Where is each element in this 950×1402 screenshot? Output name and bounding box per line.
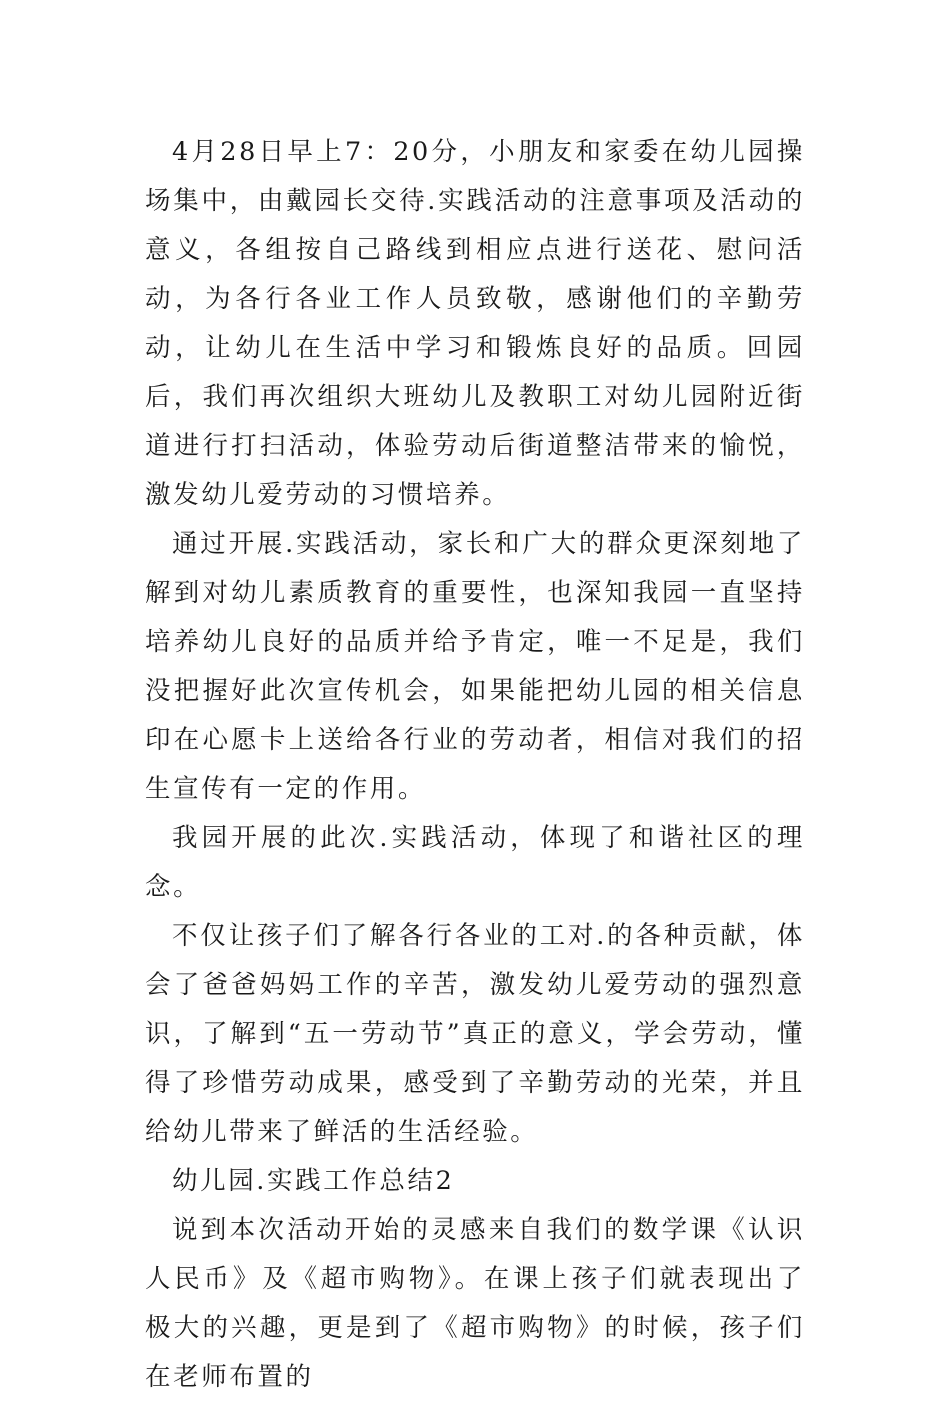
paragraph-community-concept: 我园开展的此次.实践活动，体现了和谐社区的理念。	[145, 823, 805, 902]
paragraph-activity-process: 4月28日早上7：20分，小朋友和家委在幼儿园操场集中，由戴园长交待.实践活动的注意事项及活动的意义，各组按自己路线到相应点进行送花、慰问活动，为各行各业工作人员致敬，感谢他们的辛勤劳动，让幼儿在生活中学习和锻炼良好的品质。回园后，我们再次组织大班幼儿及教职工对幼儿园附近街道进行打扫活动，体验劳动后街道整洁带来的愉悦，激发幼儿爱劳动的习惯培养。	[145, 137, 805, 510]
paragraph-children-benefits: 不仅让孩子们了解各行各业的工对.的各种贡献，体会了爸爸妈妈工作的辛苦，激发幼儿爱劳动的强烈意识，了解到“五一劳动节”真正的意义，学会劳动，懂得了珍惜劳动成果，感受到了辛勤劳动的光荣，并且给幼儿带来了鲜活的生活经验。	[145, 921, 805, 1147]
paragraph-inspiration: 说到本次活动开始的灵感来自我们的数学课《认识人民币》及《超市购物》。在课上孩子们就表现出了极大的兴趣，更是到了《超市购物》的时候，孩子们在老师布置的	[145, 1215, 805, 1392]
document-body	[145, 128, 805, 1402]
paragraph-reflection: 通过开展.实践活动，家长和广大的群众更深刻地了解到对幼儿素质教育的重要性，也深知我园一直坚持培养幼儿良好的品质并给予肯定，唯一不足是，我们没把握好此次宣传机会，如果能把幼儿园的相关信息印在心愿卡上送给各行业的劳动者，相信对我们的招生宣传有一定的作用。	[145, 529, 805, 804]
section-heading: 幼儿园.实践工作总结2	[172, 1166, 455, 1196]
